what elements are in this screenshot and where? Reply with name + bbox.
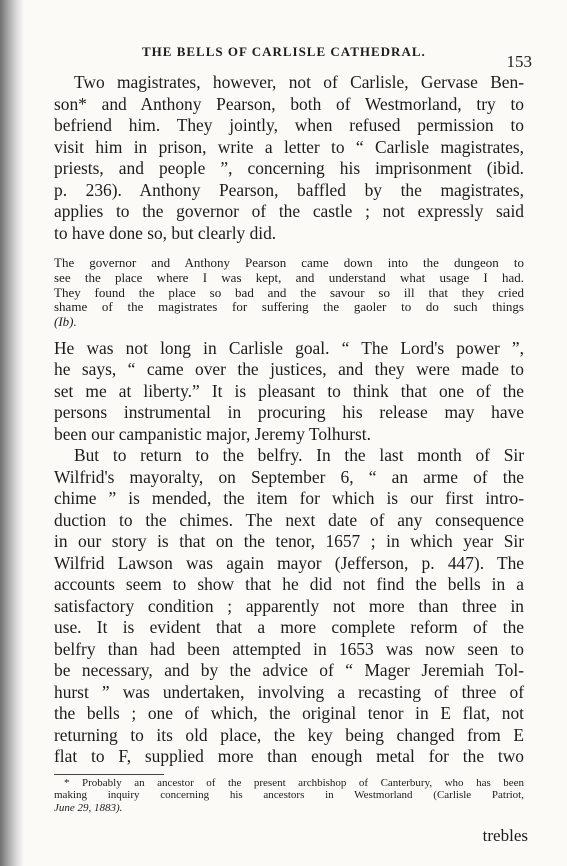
running-head: THE BELLS OF CARLISLE CATHEDRAL. — [142, 44, 426, 59]
footnote-line: June 29, 1883). — [54, 801, 123, 814]
quote-line: They found the place so bad and the savour so ill that they cried — [54, 284, 524, 300]
text-line: visit him in prison, write a letter to “ Carlisle magistrates, — [54, 136, 524, 157]
quote-line: see the place where I was kept, and understand what usage I had. — [54, 269, 524, 285]
text-line: belfry than had been attempted in 1653 was now seen to — [54, 638, 524, 659]
text-line: But to return to the belfry. In the last month of Sir — [74, 445, 524, 466]
text-line: Wilfrid's mayoralty, on September 6, “ an arme of the — [54, 466, 524, 487]
catchword: trebles — [482, 826, 528, 845]
text-line: to have done so, but clearly did. — [54, 222, 277, 243]
page-number: 153 — [506, 52, 532, 71]
text-line: accounts seem to show that he did not find the bells in a — [54, 574, 524, 595]
paragraph-magistrates — [54, 72, 524, 244]
text-line: duction to the chimes. The next date of any consequence — [54, 509, 524, 530]
text-line: be necessary, and by the advice of “ Mager Jeremiah Tol- — [54, 660, 524, 681]
text-line: he says, “ came over the justices, and they were made to — [54, 359, 524, 380]
text-line: set me at liberty.” It is pleasant to think that one of the — [54, 380, 524, 401]
text-line: the bells ; one of which, the original tenor in E flat, not — [54, 703, 524, 724]
quote-line: The governor and Anthony Pearson came down into the dungeon to — [54, 255, 524, 270]
text-line: hurst ” was undertaken, involving a recasting of three of — [54, 681, 524, 702]
text-line: in our story is that on the tenor, 1657 ; in which year Sir — [54, 531, 524, 552]
book-binding-shadow — [0, 0, 24, 866]
page-header — [54, 40, 532, 71]
text-line: returning to its old place, the key being changed from E — [54, 724, 524, 745]
paragraph-release — [54, 338, 524, 446]
footnote-line: * Probably an ancestor of the present archbishop of Canterbury, who has been — [64, 776, 524, 789]
text-line: befriend him. They jointly, when refused permission to — [54, 115, 524, 135]
footnote-line: making inquiry concerning his ancestors in Westmorland (Carlisle Patriot, — [54, 789, 524, 802]
text-line: son* and Anthony Pearson, both of Westmorland, try to — [54, 93, 524, 114]
quote-line: (Ib). — [54, 314, 77, 330]
footnote — [54, 777, 524, 815]
text-line: satisfactory condition ; apparently not more than three in — [54, 595, 524, 616]
text-line: priests, and people ”, concerning his imprisonment (ibid. — [54, 158, 524, 178]
paragraph-belfry — [54, 445, 524, 768]
text-line: p. 236). Anthony Pearson, baffled by the magistrates, — [54, 179, 524, 200]
text-line: He was not long in Carlisle goal. “ The Lord's power ”, — [54, 337, 524, 358]
text-line: Two magistrates, however, not of Carlisle, Gervase Ben- — [74, 72, 524, 92]
text-line: chime ” is mended, the item for which is our first intro- — [54, 488, 524, 509]
text-line: persons instrumental in procuring his release may have — [54, 402, 524, 423]
block-quote — [54, 256, 524, 330]
quote-line: shame of the magistrates for suffering the gaoler to do such things — [54, 299, 524, 315]
footnote-rule — [54, 774, 164, 775]
text-line: use. It is evident that a more complete reform of the — [54, 617, 524, 638]
text-line: Wilfrid Lawson was again mayor (Jefferson, p. 447). The — [54, 552, 524, 573]
text-line: applies to the governor of the castle ; not expressly said — [54, 201, 524, 221]
text-line: been our campanistic major, Jeremy Tolhurst. — [54, 423, 371, 444]
book-page — [54, 40, 532, 845]
text-line: flat to F, supplied more than enough metal for the two — [54, 746, 524, 767]
